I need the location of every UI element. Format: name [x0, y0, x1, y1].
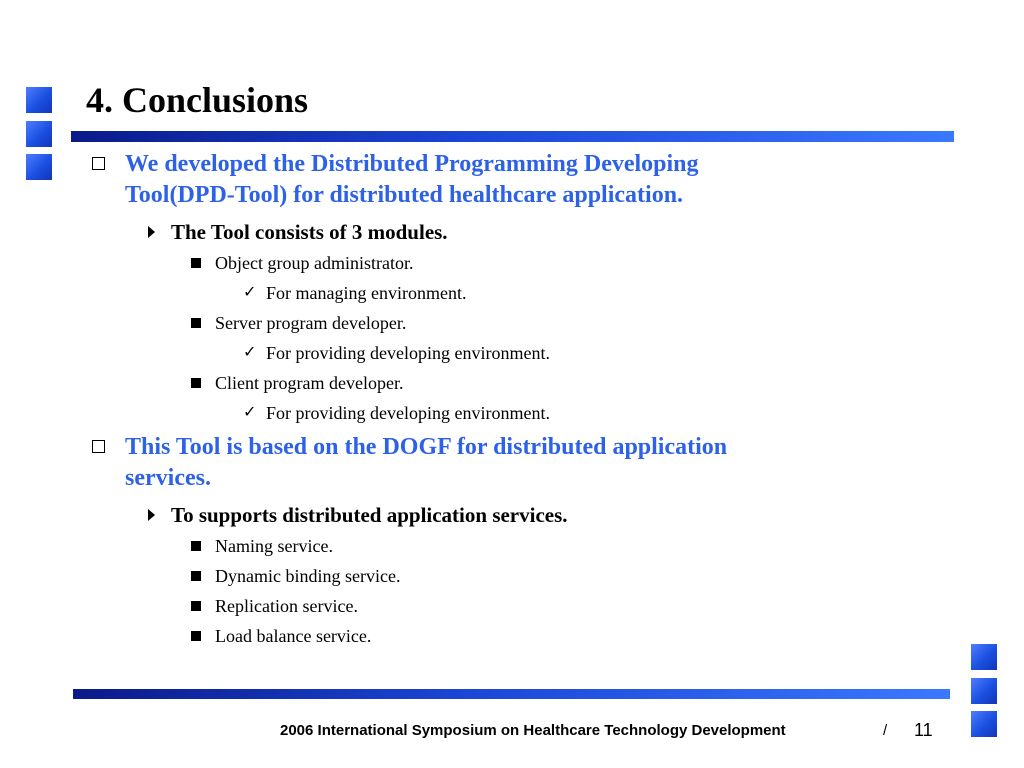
decorative-square [971, 678, 997, 704]
list-item: Naming service. [215, 536, 333, 556]
decorative-square [26, 87, 52, 113]
square-bullet-icon [191, 541, 201, 551]
footer-text: 2006 International Symposium on Healthcare Technology Development [280, 722, 786, 739]
square-bullet-icon [191, 318, 201, 328]
square-bullet-icon [191, 258, 201, 268]
list-item: Server program developer. [215, 313, 407, 333]
list-item-detail: For managing environment. [266, 283, 467, 303]
list-item: Load balance service. [215, 626, 372, 646]
triangle-bullet-icon [148, 226, 155, 238]
square-bullet-icon [191, 571, 201, 581]
footer-divider [73, 689, 950, 699]
decorative-square [26, 121, 52, 147]
checkmark-icon: ✓ [243, 402, 257, 421]
section-heading-line: services. [125, 465, 211, 491]
section-heading-line: We developed the Distributed Programming Developing [125, 151, 699, 177]
list-item: Dynamic binding service. [215, 566, 401, 586]
checkmark-icon: ✓ [243, 342, 257, 361]
decorative-square [971, 644, 997, 670]
list-item: Replication service. [215, 596, 358, 616]
square-bullet-icon [191, 378, 201, 388]
square-bullet-icon [191, 601, 201, 611]
triangle-bullet-icon [148, 509, 155, 521]
checkmark-icon: ✓ [243, 282, 257, 301]
footer-separator: / [883, 722, 888, 739]
section-heading-line: This Tool is based on the DOGF for distributed application [125, 434, 728, 460]
sub-heading: To supports distributed application services. [171, 503, 568, 527]
section-heading-line: Tool(DPD-Tool) for distributed healthcare application. [125, 182, 684, 208]
decorative-square [971, 711, 997, 737]
list-item: Client program developer. [215, 373, 404, 393]
list-item-detail: For providing developing environment. [266, 343, 550, 363]
square-bullet-icon [191, 631, 201, 641]
hollow-square-bullet-icon [92, 157, 105, 170]
title-divider [71, 131, 954, 142]
decorative-square [26, 154, 52, 180]
page-number: 11 [914, 720, 933, 740]
hollow-square-bullet-icon [92, 440, 105, 453]
list-item: Object group administrator. [215, 253, 414, 273]
slide-title: 4. Conclusions [86, 80, 309, 120]
sub-heading: The Tool consists of 3 modules. [171, 220, 448, 244]
list-item-detail: For providing developing environment. [266, 403, 550, 423]
